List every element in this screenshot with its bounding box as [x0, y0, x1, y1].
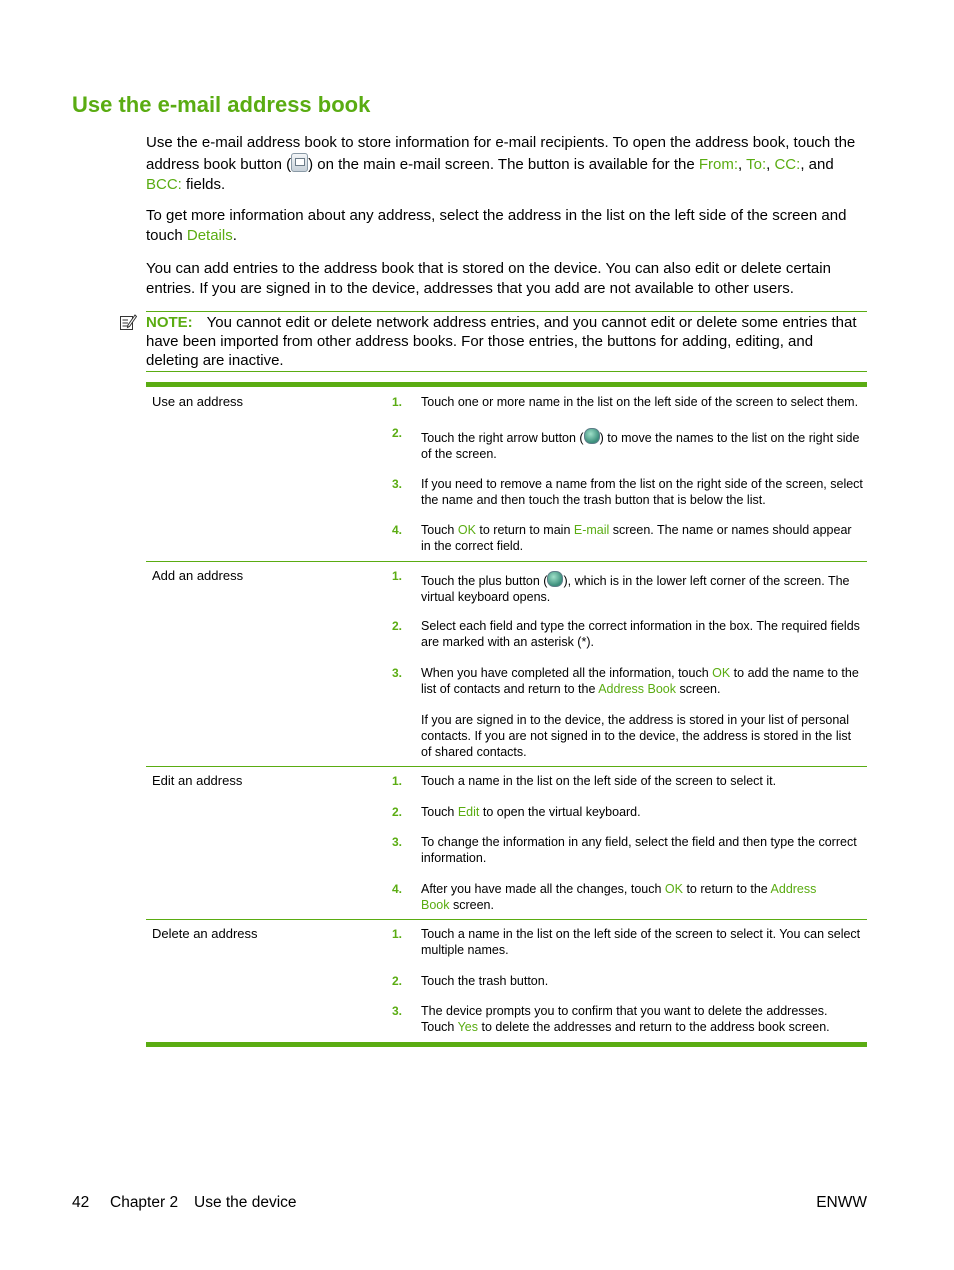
right-arrow-button-icon: [584, 428, 600, 444]
page-title: Use the e-mail address book: [72, 92, 371, 117]
step-number: 1.: [392, 927, 403, 941]
intro-paragraph-3: You can add entries to the address book that is stored on the device. You can also edit or delete certain entries. If you are signed in to the device, addresses that you add are not available to other users.: [146, 260, 831, 297]
address-book-icon: [291, 153, 308, 172]
table-row-divider: [146, 766, 867, 767]
note-top-rule: [146, 311, 867, 312]
task-edit-address: Edit an address: [152, 773, 243, 788]
step-number: 2.: [392, 805, 403, 819]
step-number: 4.: [392, 523, 403, 537]
table-bottom-rule: [146, 1042, 867, 1047]
step-number: 2.: [392, 426, 403, 440]
step-number: 4.: [392, 882, 403, 896]
table-top-rule: [146, 382, 867, 387]
task-delete-address: Delete an address: [152, 926, 258, 941]
bcc-link: BCC:: [146, 176, 182, 193]
add-step-3: When you have completed all the information, touch OK to add the name to the list of contacts and return to the Address Book screen.: [421, 666, 859, 697]
table-row-divider: [146, 919, 867, 920]
cc-link: CC:: [774, 156, 801, 173]
add-step-3-note: If you are signed in to the device, the address is stored in your list of personal contacts. If you are not signed in to the device, the address is stored in the list of shared contacts.: [421, 713, 852, 760]
add-step-1: Touch the plus button ( ), which is in the lower left corner of the screen. The virtual keyboard opens.: [421, 571, 863, 605]
from-link: From:: [698, 156, 739, 173]
use-step-2: Touch the right arrow button ( ) to move the names to the list on the right side of the screen.: [421, 428, 863, 462]
step-number: 3.: [392, 835, 403, 849]
task-use-address: Use an address: [152, 394, 244, 409]
add-step-2: Select each field and type the correct information in the box. The required fields are marked with an asterisk (*).: [421, 619, 860, 650]
task-add-address: Add an address: [152, 568, 244, 583]
step-number: 1.: [392, 774, 403, 788]
delete-step-2: Touch the trash button.: [421, 974, 549, 988]
step-number: 1.: [392, 569, 403, 583]
note-bottom-rule: [146, 371, 867, 372]
use-step-1: Touch one or more name in the list on the left side of the screen to select them.: [421, 395, 859, 409]
step-number: 1.: [392, 395, 403, 409]
edit-step-2: Touch Edit to open the virtual keyboard.: [421, 805, 641, 819]
step-number: 3.: [392, 1004, 403, 1018]
step-number: 3.: [392, 666, 403, 680]
delete-step-1: Touch a name in the list on the left side of the screen to select it. You can select multiple names.: [421, 927, 861, 958]
plus-button-icon: [547, 571, 563, 587]
footer-section: Use the device: [194, 1194, 297, 1211]
edit-step-1: Touch a name in the list on the left side of the screen to select it.: [421, 774, 777, 788]
note-text: NOTE: You cannot edit or delete network address entries, and you cannot edit or delete some entries that have been imported from other address books. For those entries, the buttons for adding, editing, and deleting are inactive.: [146, 314, 857, 369]
step-number: 2.: [392, 974, 403, 988]
delete-step-3: The device prompts you to confirm that you want to delete the addresses. Touch Yes to delete the addresses and return to the address book screen.: [421, 1004, 830, 1035]
note-icon: [119, 313, 137, 331]
to-link: To:: [746, 156, 767, 173]
edit-step-4: After you have made all the changes, touch OK to return to the Address Book screen.: [421, 882, 817, 913]
use-step-4: Touch OK to return to main E-mail screen. The name or names should appear in the correct field.: [421, 523, 852, 554]
step-number: 2.: [392, 619, 403, 633]
use-step-3: If you need to remove a name from the list on the right side of the screen, select the name and then touch the trash button that is below the list.: [421, 477, 863, 508]
footer-page-number: 42: [72, 1194, 90, 1211]
footer-chapter: Chapter 2: [110, 1194, 179, 1211]
details-link: Details: [186, 227, 233, 244]
intro-paragraph-2: To get more information about any address, select the address in the list on the left side of the screen and touch Details.: [146, 207, 847, 244]
table-row-divider: [146, 561, 867, 562]
intro-paragraph-1: Use the e-mail address book to store information for e-mail recipients. To open the address book, touch the address book button ( ) on the main e-mail screen. The button is available for the From:, To:, CC:, and BCC: fields.: [146, 134, 856, 193]
step-number: 3.: [392, 477, 403, 491]
edit-step-3: To change the information in any field, select the field and then type the correct information.: [421, 835, 857, 866]
footer-enww: ENWW: [816, 1194, 867, 1211]
